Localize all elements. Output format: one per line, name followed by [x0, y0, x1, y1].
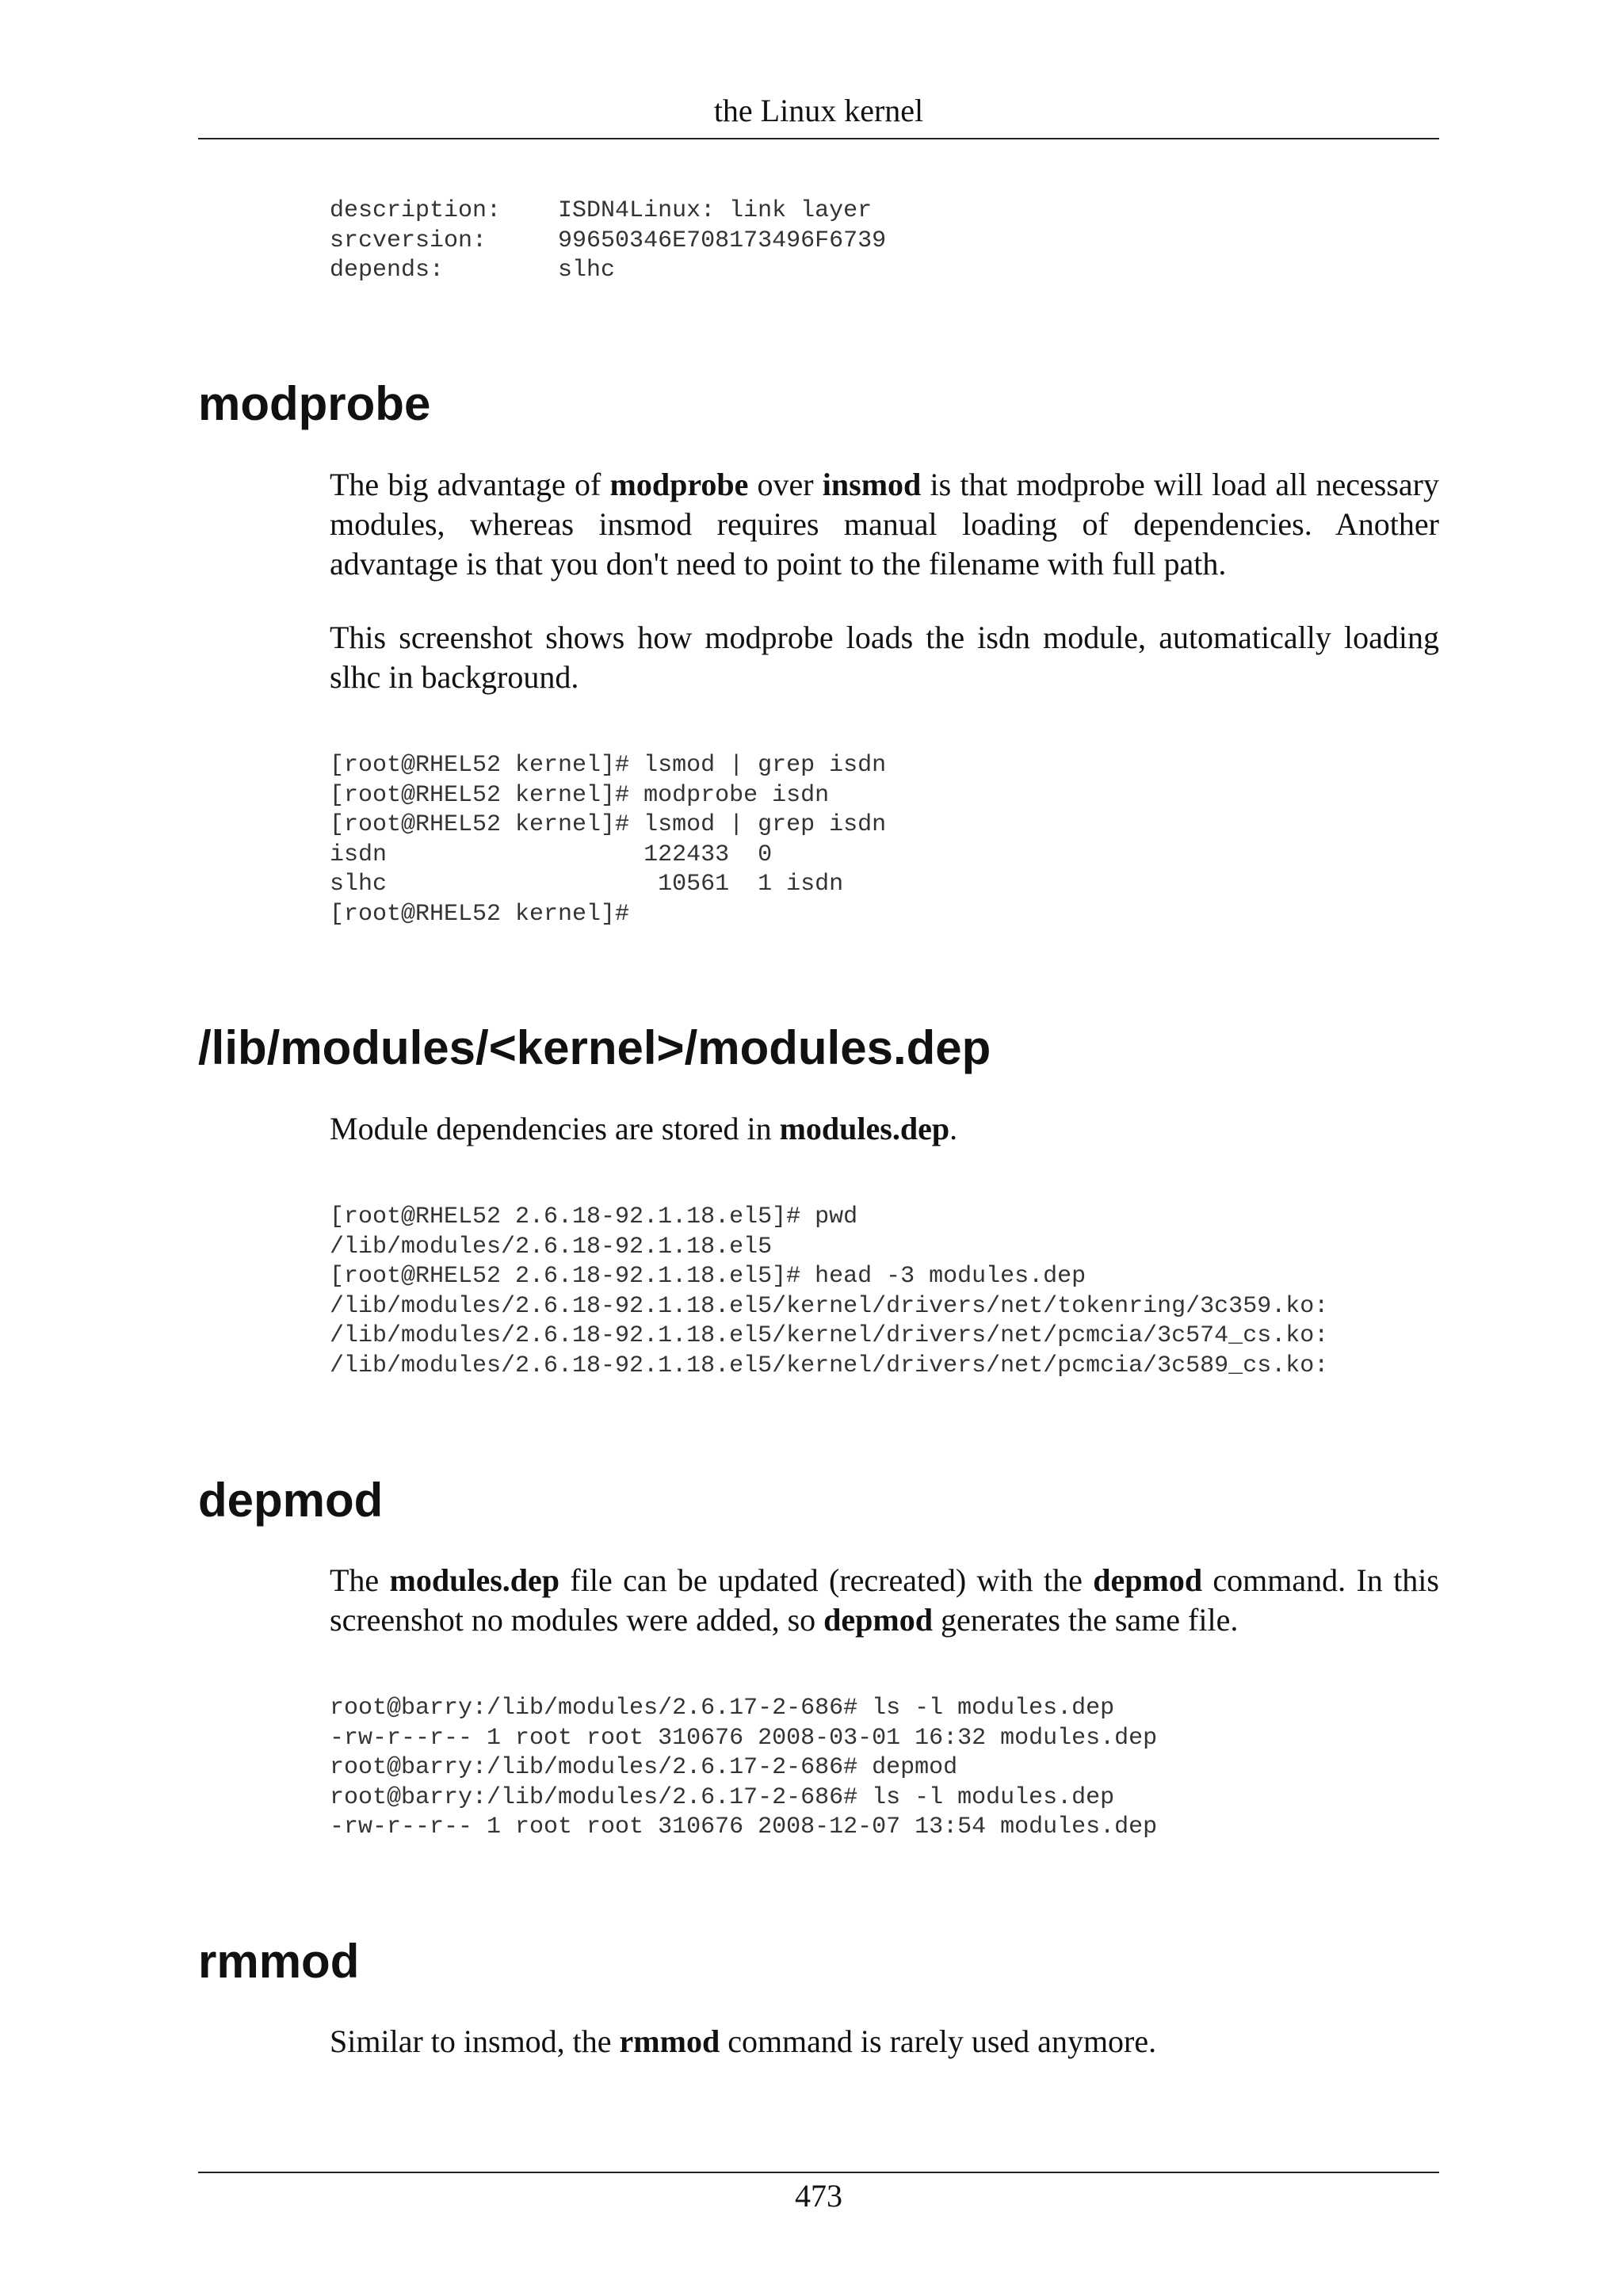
code-line: [root@RHEL52 kernel]# modprobe isdn	[330, 781, 830, 809]
section-heading-rmmod: rmmod	[198, 1935, 360, 1988]
code-line: root@barry:/lib/modules/2.6.17-2-686# depmod	[330, 1754, 958, 1781]
bold-term: rmmod	[619, 2023, 720, 2059]
code-line: /lib/modules/2.6.18-92.1.18.el5/kernel/drivers/net/pcmcia/3c574_cs.ko:	[330, 1322, 1329, 1349]
text-run: command. In this screenshot no modules were added, so	[330, 1562, 1439, 1638]
code-line: /lib/modules/2.6.18-92.1.18.el5/kernel/drivers/net/pcmcia/3c589_cs.ko:	[330, 1352, 1329, 1379]
text-run: This screenshot shows how modprobe loads the isdn module, automatically loading slhc in background.	[330, 620, 1439, 695]
page-number: 473	[795, 2178, 842, 2214]
text-run: is that modprobe will load all necessary modules, whereas insmod requires manual loading of dependencies. Another advantage is that you don't need to point to the filename with full path.	[330, 467, 1439, 582]
code-line: /lib/modules/2.6.18-92.1.18.el5/kernel/drivers/net/tokenring/3c359.ko:	[330, 1292, 1329, 1320]
code-line: [root@RHEL52 2.6.18-92.1.18.el5]# head -3 modules.dep	[330, 1263, 1086, 1290]
text-run: file can be updated (recreated) with the	[559, 1562, 1094, 1598]
text-run: over	[748, 467, 823, 502]
paragraph-modprobe-advantage	[330, 465, 1439, 584]
text-run: The	[330, 1562, 390, 1598]
text-run: Similar to insmod, the	[330, 2023, 620, 2059]
code-block-modinfo-tail	[330, 196, 886, 286]
bold-term: insmod	[822, 467, 922, 502]
bold-term: depmod	[823, 1602, 933, 1638]
bold-term: modules.dep	[389, 1562, 560, 1598]
code-line: -rw-r--r-- 1 root root 310676 2008-12-07 13:54 modules.dep	[330, 1814, 1158, 1840]
code-line: [root@RHEL52 kernel]#	[330, 900, 630, 928]
code-line: [root@RHEL52 kernel]# lsmod | grep isdn	[330, 811, 887, 838]
text-run: .	[949, 1111, 958, 1146]
header-rule	[198, 138, 1439, 139]
section-heading-modprobe: modprobe	[198, 377, 431, 430]
code-line: -rw-r--r-- 1 root root 310676 2008-03-01 16:32 modules.dep	[330, 1724, 1158, 1752]
code-line: root@barry:/lib/modules/2.6.17-2-686# ls -l modules.dep	[330, 1695, 1115, 1722]
text-run: Module dependencies are stored in	[330, 1111, 780, 1146]
text-run: The big advantage of	[330, 467, 610, 502]
code-line: [root@RHEL52 kernel]# lsmod | grep isdn	[330, 752, 887, 779]
paragraph-depmod	[330, 1561, 1439, 1640]
code-block-modules-dep	[330, 1203, 1328, 1381]
section-heading-depmod: depmod	[198, 1474, 384, 1527]
paragraph-rmmod	[330, 2022, 1439, 2061]
bold-term: modprobe	[609, 467, 749, 502]
bold-term: modules.dep	[779, 1111, 950, 1146]
running-header: the Linux kernel	[713, 93, 924, 128]
section-heading-modules-dep: /lib/modules/<kernel>/modules.dep	[198, 1021, 991, 1074]
text-run: command is rarely used anymore.	[720, 2023, 1157, 2059]
code-line: root@barry:/lib/modules/2.6.17-2-686# ls -l modules.dep	[330, 1783, 1115, 1811]
paragraph-modprobe-screenshot	[330, 618, 1439, 697]
code-line: isdn 122433 0	[330, 841, 773, 868]
footer-rule	[198, 2172, 1439, 2173]
code-line: slhc 10561 1 isdn	[330, 871, 844, 898]
code-line: description: ISDN4Linux: link layer	[330, 197, 873, 224]
bold-term: depmod	[1093, 1562, 1203, 1598]
code-block-modprobe	[330, 751, 886, 929]
code-block-depmod	[330, 1694, 1157, 1843]
text-run: generates the same file.	[932, 1602, 1239, 1638]
paragraph-modules-dep	[330, 1109, 1439, 1149]
code-line: [root@RHEL52 2.6.18-92.1.18.el5]# pwd	[330, 1203, 858, 1230]
code-line: /lib/modules/2.6.18-92.1.18.el5	[330, 1233, 773, 1261]
code-line: srcversion: 99650346E708173496F6739	[330, 227, 887, 254]
code-line: depends: slhc	[330, 257, 616, 284]
